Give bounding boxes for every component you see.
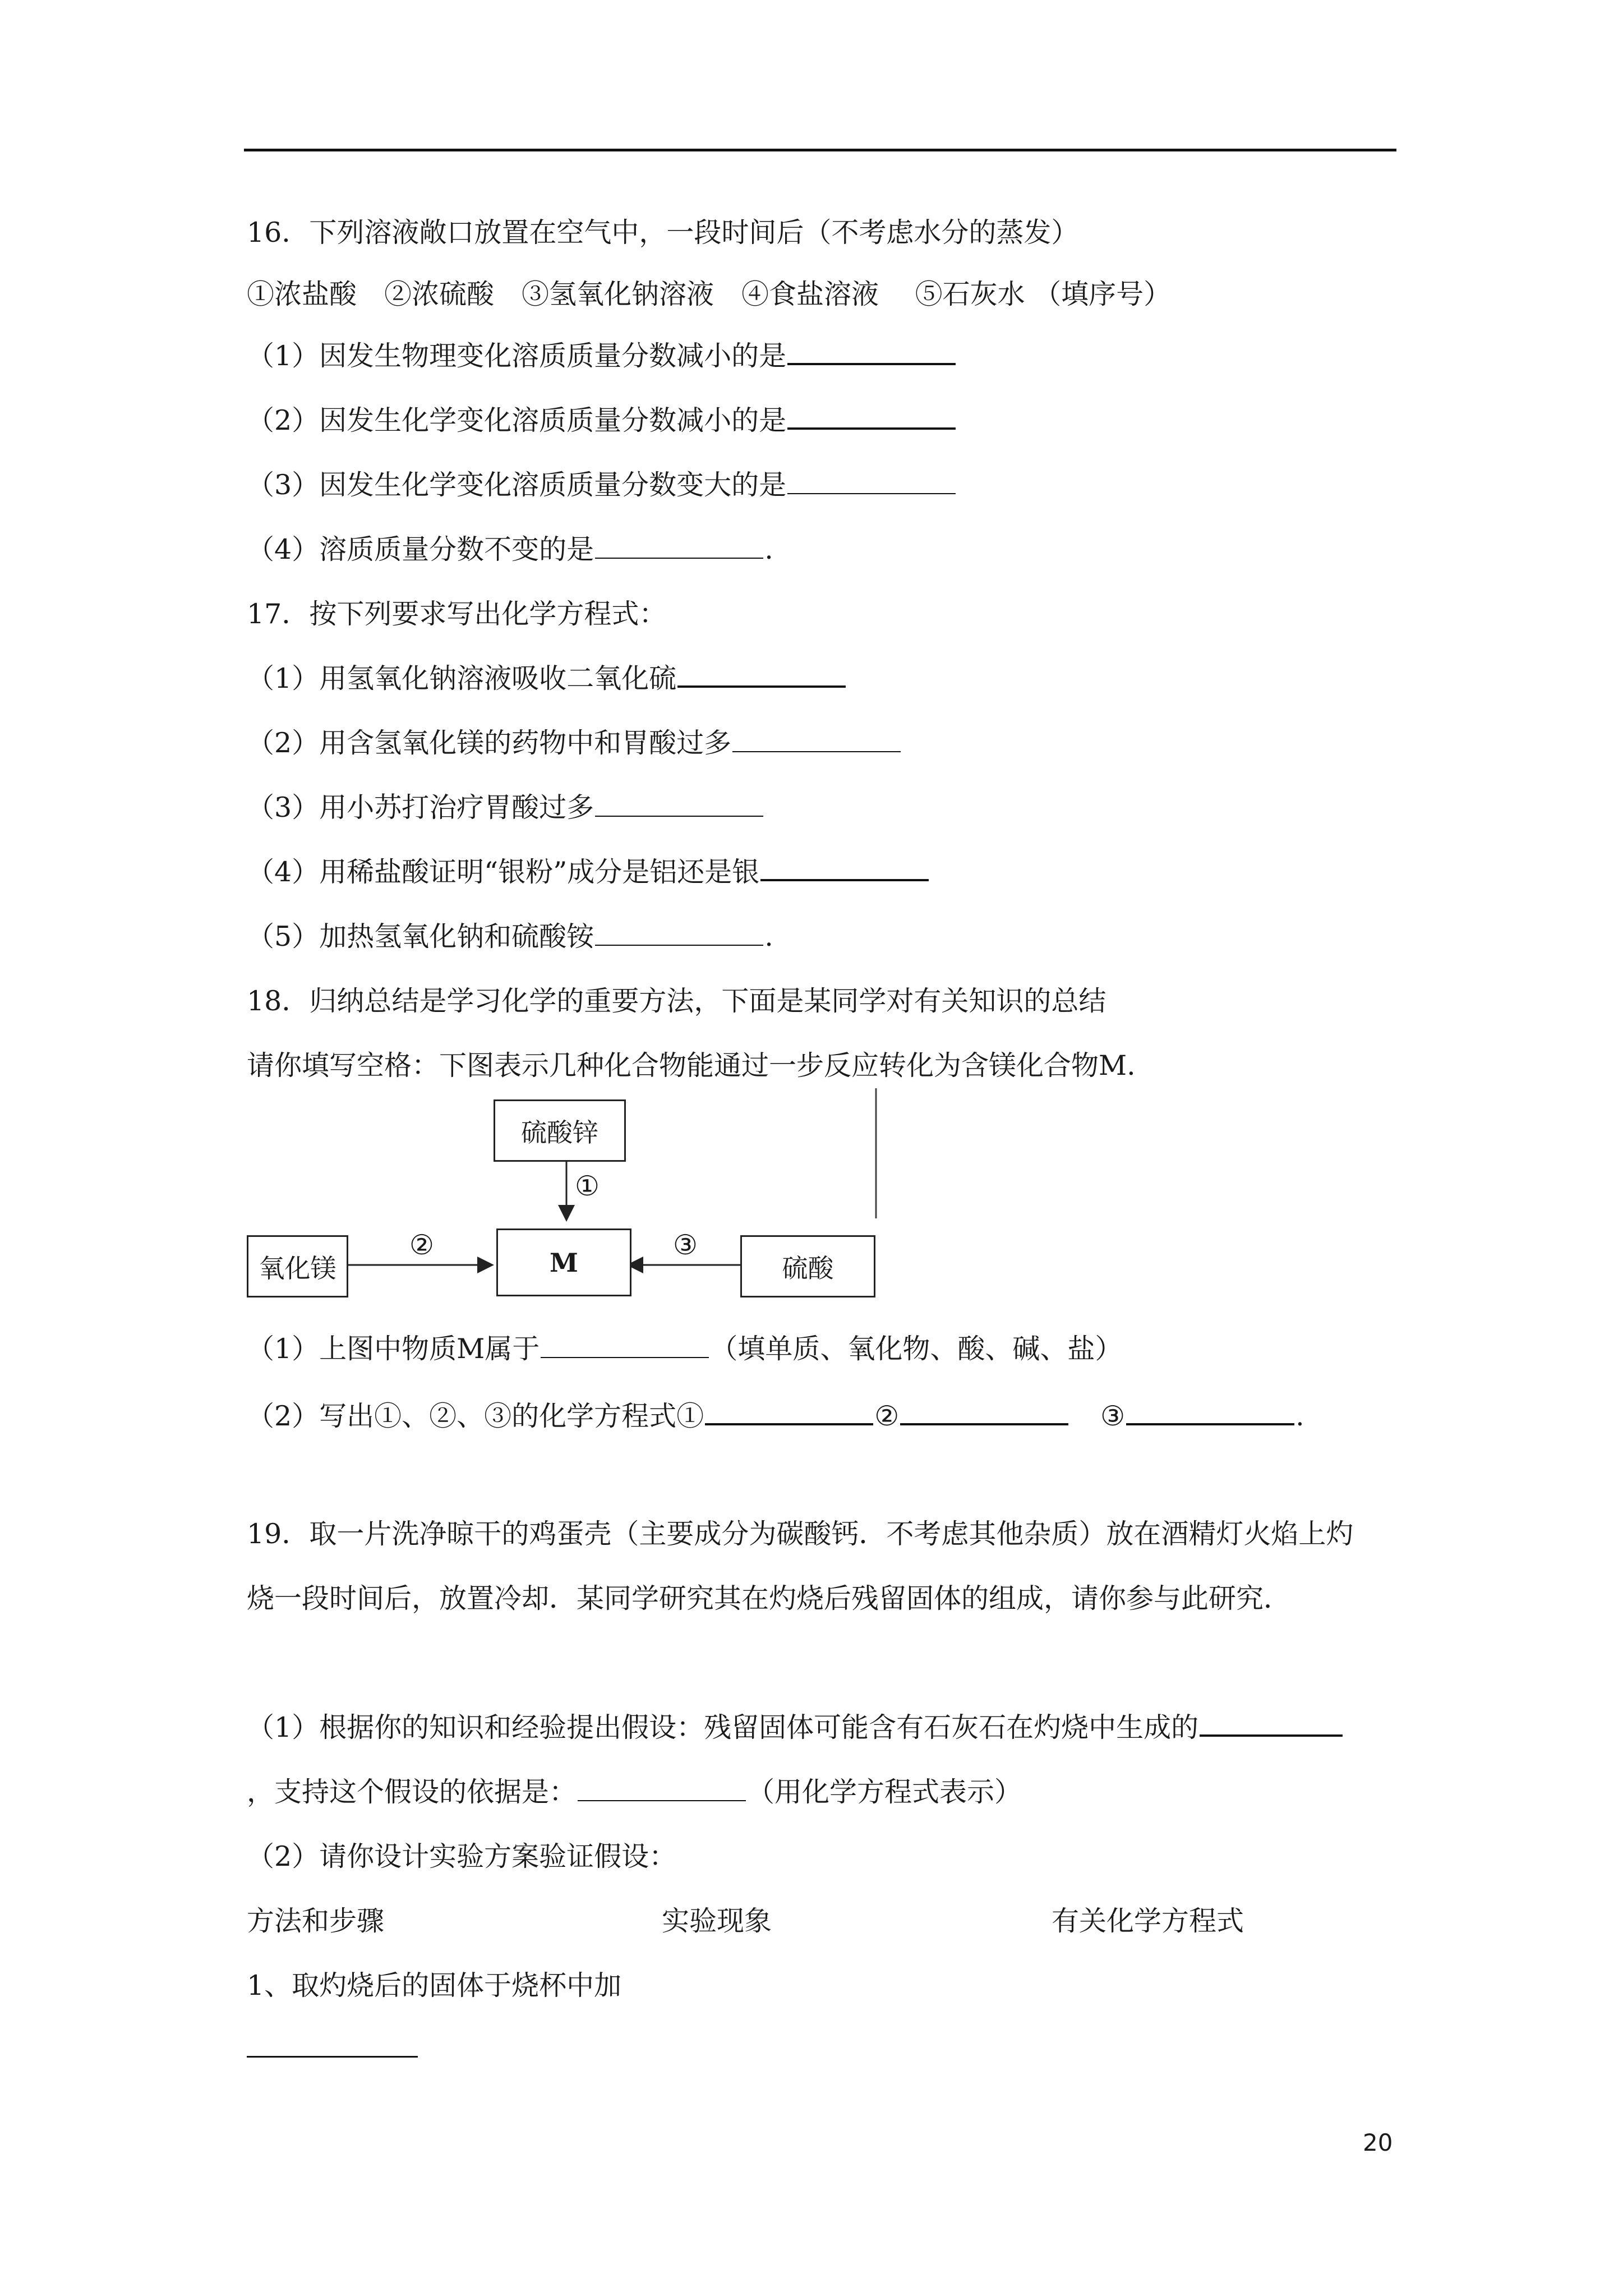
q19-part1-text: （1）根据你的知识和经验提出假设：残留固体可能含有石灰石在灼烧中生成的: [247, 1711, 1199, 1743]
q16-options: ①浓盐酸 ②浓硫酸 ③氢氧化钠溶液 ④食盐溶液 ⑤石灰水 （填序号）: [247, 278, 1172, 310]
label-3: ③: [673, 1229, 698, 1261]
q16-part4: [247, 530, 773, 569]
q17-part4-text: （4）用稀盐酸证明“银粉”成分是铝还是银: [247, 856, 760, 888]
q17-part5-blank[interactable]: [595, 919, 763, 946]
q19-step1: 1、取灼烧后的固体于烧杯中加: [247, 1970, 622, 2001]
q16-part3-text: （3）因发生化学变化溶质质量分数变大的是: [247, 469, 787, 501]
page-number: 20: [1363, 2129, 1393, 2156]
q19-col3: 有关化学方程式: [1052, 1905, 1244, 1937]
q17-title: 17．按下列要求写出化学方程式：: [247, 598, 667, 630]
box-m: M: [496, 1228, 631, 1296]
q19-part1-cont: [247, 1773, 1022, 1812]
q18-part2: [247, 1397, 1304, 1436]
box-sulfuric-acid: 硫酸: [740, 1235, 875, 1297]
q18-part2-mark2: ②: [874, 1400, 900, 1432]
q17-part5-text: （5）加热氢氧化钠和硫酸铵: [247, 921, 594, 953]
q18-part2-blank2[interactable]: [900, 1397, 1068, 1425]
q19-part1-blank2[interactable]: [578, 1774, 746, 1801]
q16-part4-blank[interactable]: [595, 532, 763, 559]
q19-title-line1: 19．取一片洗净晾干的鸡蛋壳（主要成分为碳酸钙．不考虑其他杂质）放在酒精灯火焰上灼: [247, 1518, 1354, 1550]
q18-part2-blank1[interactable]: [705, 1397, 873, 1425]
q18-part2-text: （2）写出①、②、③的化学方程式①: [247, 1400, 704, 1432]
q18-part1-end: （填单质、氧化物、酸、碱、盐）: [710, 1333, 1123, 1365]
q16-part2-text: （2）因发生化学变化溶质质量分数减小的是: [247, 404, 787, 436]
q16-part2: [247, 401, 957, 440]
q17-part3: [247, 788, 764, 827]
q18-part1: [247, 1329, 1122, 1369]
q17-part3-blank[interactable]: [595, 790, 763, 817]
q17-part1: [247, 659, 847, 698]
q16-part2-blank[interactable]: [787, 402, 956, 430]
q16-part3: [247, 466, 957, 505]
q17-part2: [247, 724, 902, 763]
q16-part4-end: .: [764, 533, 773, 565]
q19-part1-blank1[interactable]: [1200, 1709, 1343, 1737]
q17-part4: [247, 853, 930, 892]
q18-part2-blank3[interactable]: [1126, 1397, 1294, 1425]
q19-step1-blank[interactable]: [247, 2056, 418, 2058]
q18-part1-text: （1）上图中物质M属于: [247, 1333, 540, 1365]
box-magnesium-oxide: 氧化镁: [247, 1235, 348, 1297]
q19-title-line2: 烧一段时间后，放置冷却．某同学研究其在灼烧后残留固体的组成，请你参与此研究．: [247, 1582, 1292, 1614]
q18-title: 18．归纳总结是学习化学的重要方法，下面是某同学对有关知识的总结: [247, 985, 1106, 1017]
header-rule: [244, 149, 1396, 151]
q19-part2: （2）请你设计实验方案验证假设：: [247, 1841, 677, 1872]
label-1: ①: [575, 1170, 600, 1202]
q17-part4-blank[interactable]: [760, 853, 929, 881]
q19-part1-end: （用化学方程式表示）: [747, 1776, 1022, 1808]
q17-part5: [247, 917, 773, 956]
q17-part2-text: （2）用含氢氧化镁的药物中和胃酸过多: [247, 727, 732, 759]
q18-part1-blank[interactable]: [541, 1331, 709, 1358]
q19-col1: 方法和步骤: [247, 1905, 385, 1937]
q18-part2-end: .: [1295, 1400, 1304, 1432]
box-zinc-sulfate: 硫酸锌: [494, 1099, 626, 1162]
label-2: ②: [409, 1229, 434, 1261]
q16-part4-text: （4）溶质质量分数不变的是: [247, 533, 594, 565]
q16-part1: [247, 337, 957, 376]
q17-part5-end: .: [764, 921, 773, 953]
q16-part3-blank[interactable]: [787, 467, 956, 494]
q16-title: 16．下列溶液敞口放置在空气中，一段时间后（不考虑水分的蒸发）: [247, 217, 1079, 249]
q19-part1: [247, 1708, 1344, 1747]
q18-intro: 请你填写空格：下图表示几种化合物能通过一步反应转化为含镁化合物M.: [247, 1050, 1136, 1082]
q19-part1-cont-text: ，支持这个假设的依据是：: [247, 1776, 577, 1808]
q16-part1-blank[interactable]: [787, 337, 956, 365]
q17-part1-text: （1）用氢氧化钠溶液吸收二氧化硫: [247, 662, 677, 694]
q19-col2: 实验现象: [662, 1905, 772, 1937]
q17-part2-blank[interactable]: [732, 725, 901, 752]
conversion-diagram: [247, 1088, 903, 1313]
q18-part2-mark3: ③: [1100, 1400, 1126, 1432]
q16-part1-text: （1）因发生物理变化溶质质量分数减小的是: [247, 340, 787, 372]
q17-part1-blank[interactable]: [677, 660, 846, 688]
q17-part3-text: （3）用小苏打治疗胃酸过多: [247, 792, 594, 823]
